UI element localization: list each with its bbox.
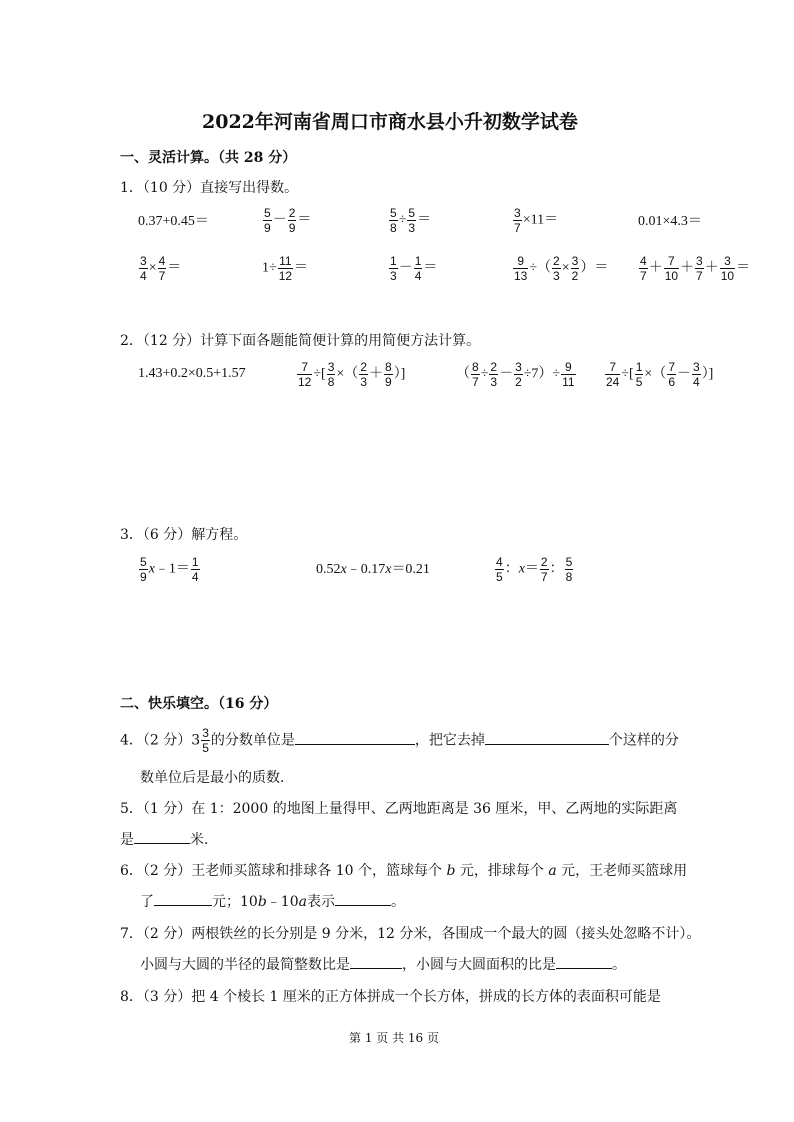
q1-r2-e: $\frac{4}{7}$ ＋ $\frac{7}{10}$ ＋ $\frac{3}{7}$ ＋ $\frac{3}{10}$ ＝ xyxy=(640,254,751,283)
question-5-line-2: 是 米． xyxy=(120,829,218,849)
q1-r1-d: $\frac{3}{7}$ ×11＝ xyxy=(514,206,559,235)
question-2-label: 2．（12 分）计算下面各题能简便计算的用简便方法计算。 xyxy=(120,333,481,349)
q4-blank-1[interactable] xyxy=(295,730,415,745)
q1-r1-a: 0.37+0.45＝ xyxy=(138,214,209,229)
q2-d: $\frac{7}{24}$ ÷[ $\frac{1}{5}$ ×（ $\frac{7}{6}$ － $\frac{3}{4}$ ）] xyxy=(606,360,714,389)
page-footer: 第 1 页 共 16 页 xyxy=(349,1031,439,1045)
question-6-line-2: 了 元；10b﹣10a表示 。 xyxy=(140,891,405,911)
question-7-line-1: 7．（2 分）两根铁丝的长分别是 9 分米，12 分米，各围成一个最大的圆（接头处忽略不计）。 xyxy=(120,926,701,942)
q7-blank-1[interactable] xyxy=(350,954,402,969)
q3-a: $\frac{5}{9}$ x﹣1＝ $\frac{1}{4}$ xyxy=(140,555,199,584)
question-8-line-1: 8．（3 分）把 4 个棱长 1 厘米的正方体拼成一个长方体，拼成的长方体的表面积可能是 xyxy=(120,989,661,1005)
q6-blank-2[interactable] xyxy=(335,891,391,906)
q1-r2-a: $\frac{3}{4}$ × $\frac{4}{7}$ ＝ xyxy=(140,254,182,283)
q2-b: $\frac{7}{12}$ ÷[ $\frac{3}{8}$ ×（ $\frac{2}{3}$ ＋ $\frac{8}{9}$ ）] xyxy=(298,360,406,389)
page-title: 2022年河南省周口市商水县小升初数学试卷 xyxy=(202,111,578,133)
q4-blank-2[interactable] xyxy=(485,730,609,745)
q2-a: 1.43+0.2×0.5+1.57 xyxy=(138,366,246,381)
question-5-line-1: 5．（1 分）在 1：2000 的地图上量得甲、乙两地距离是 36 厘米，甲、乙两地的实际距离 xyxy=(120,801,678,817)
q3-b: 0.52x﹣0.17x＝0.21 xyxy=(316,562,430,577)
q1-r2-d: $\frac{9}{13}$ ÷（ $\frac{2}{3}$ × $\frac{3}{2}$ ）＝ xyxy=(514,254,609,283)
q1-r2-c: $\frac{1}{3}$ － $\frac{1}{4}$ ＝ xyxy=(390,254,438,283)
q1-r1-b: $\frac{5}{9}$ － $\frac{2}{9}$ ＝ xyxy=(264,206,312,235)
q7-blank-2[interactable] xyxy=(556,954,612,969)
q1-r2-b: 1÷ $\frac{11}{12}$ ＝ xyxy=(262,254,309,283)
q1-r1-e: 0.01×4.3＝ xyxy=(638,214,702,229)
question-4-line-2: 数单位后是最小的质数． xyxy=(140,770,294,786)
q2-c: （ $\frac{8}{7}$ ÷ $\frac{2}{3}$ － $\frac{3}{2}$ ÷7）÷ $\frac{9}{11}$ xyxy=(456,360,575,389)
section-1-heading: 一、灵活计算。（共 28 分） xyxy=(120,150,297,166)
q1-r1-c: $\frac{5}{8}$ ÷ $\frac{5}{3}$ ＝ xyxy=(390,206,432,235)
question-1-label: 1．（10 分）直接写出得数。 xyxy=(120,180,299,196)
question-7-line-2: 小圆与大圆的半径的最简整数比是 ，小圆与大圆面积的比是 。 xyxy=(140,954,626,974)
question-4: 4．（2 分）3 $\frac{3}{5}$ 的分数单位是 ，把它去掉 个这样的分 xyxy=(120,726,679,755)
q5-blank[interactable] xyxy=(134,829,190,844)
section-2-heading: 二、快乐填空。（16 分） xyxy=(120,696,278,712)
question-6-line-1: 6．（2 分）王老师买篮球和排球各 10 个，篮球每个 b 元，排球每个 a 元，王老师买篮球用 xyxy=(120,863,688,879)
question-3-label: 3．（6 分）解方程。 xyxy=(120,527,248,543)
q3-c: $\frac{4}{5}$ ：x＝ $\frac{2}{7}$ ： $\frac{5}{8}$ xyxy=(496,555,573,584)
q6-blank-1[interactable] xyxy=(154,891,212,906)
